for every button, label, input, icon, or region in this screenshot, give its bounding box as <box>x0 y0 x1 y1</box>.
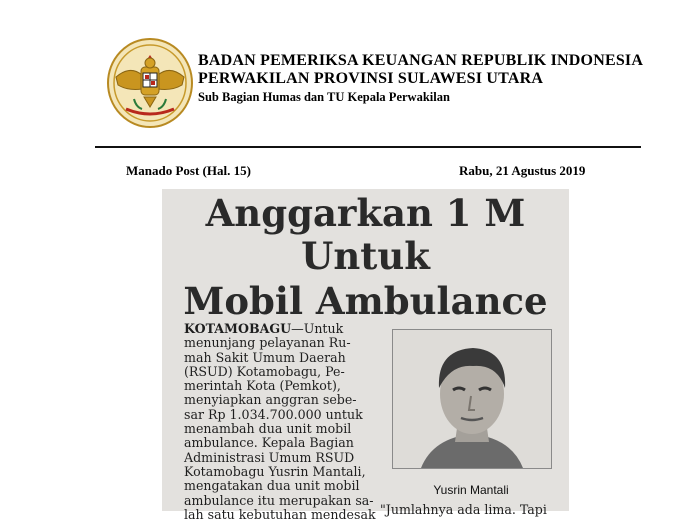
photo-caption: Yusrin Mantali <box>433 483 509 497</box>
source-publication: Manado Post (Hal. 15) <box>126 163 251 178</box>
article-body <box>184 322 384 522</box>
body-line: Kotamobagu Yusrin Mantali, <box>184 463 366 479</box>
header-divider <box>95 146 641 148</box>
org-subdivision: Sub Bagian Humas dan TU Kepala Perwakilan <box>198 90 450 104</box>
quote-start: "Jumlahnya ada lima. Tapi <box>380 502 547 517</box>
source-date: Rabu, 21 Agustus 2019 <box>459 163 586 178</box>
body-line-first: KOTAMOBAGU—Untuk <box>184 321 344 336</box>
body-line: ambulance. Kepala Bagian <box>184 435 354 451</box>
body-line: mengatakan dua unit mobil <box>184 478 360 494</box>
body-line: menambah dua unit mobil <box>184 421 352 437</box>
body-line: merintah Kota (Pemkot), <box>184 378 341 394</box>
newspaper-clipping <box>162 189 569 522</box>
body-line: menunjang pelayanan Ru- <box>184 335 351 351</box>
headline-line2: Untuk <box>301 234 430 278</box>
body-line: ambulance itu merupakan sa- <box>184 492 374 508</box>
portrait-photo <box>392 329 552 469</box>
headline-line3: Mobil Ambulance <box>183 279 548 323</box>
headline-line1: Anggarkan 1 M <box>205 191 526 235</box>
body-line: lah satu kebutuhan mendesak <box>184 506 376 522</box>
portrait-illustration <box>393 330 551 468</box>
body-line: menyiapkan anggran sebe- <box>184 392 357 408</box>
body-line: Administrasi Umum RSUD <box>184 449 355 465</box>
body-line: (RSUD) Kotamobagu, Pe- <box>184 363 345 379</box>
body-line: sar Rp 1.034.700.000 untuk <box>184 406 363 422</box>
body-line: mah Sakit Umum Daerah <box>184 349 346 365</box>
dateline: KOTAMOBAGU <box>184 321 292 336</box>
bpk-emblem-logo <box>106 37 194 129</box>
org-name-line2: PERWAKILAN PROVINSI SULAWESI UTARA <box>198 70 544 87</box>
org-name-line1: BADAN PEMERIKSA KEUANGAN REPUBLIK INDONESIA <box>198 52 644 69</box>
